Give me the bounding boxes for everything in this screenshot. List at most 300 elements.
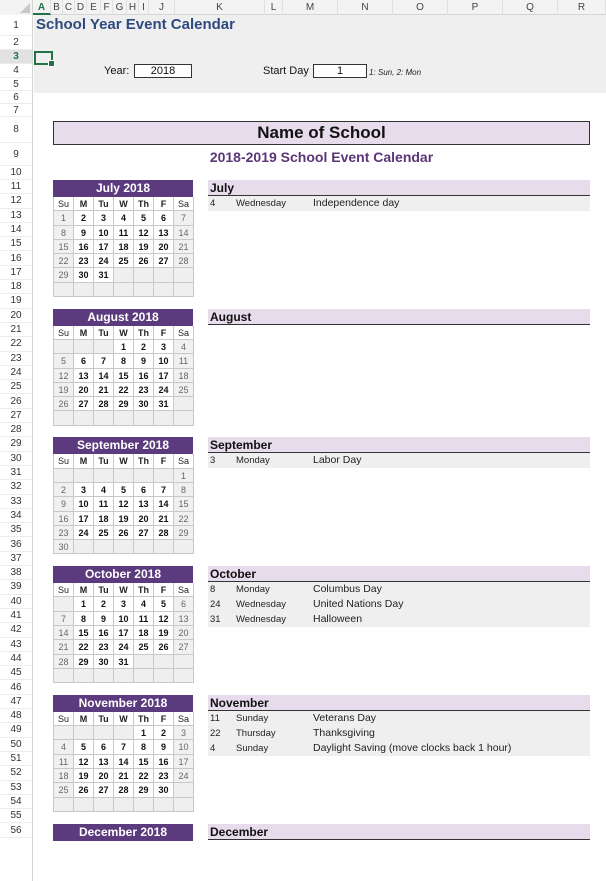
day-cell[interactable]: 27 xyxy=(94,783,114,797)
day-cell[interactable]: 5 xyxy=(114,483,134,497)
day-cell[interactable]: 26 xyxy=(54,397,74,411)
day-cell[interactable]: 1 xyxy=(174,469,194,483)
day-cell[interactable]: 21 xyxy=(174,240,194,254)
column-header-p[interactable]: P xyxy=(448,0,503,15)
day-cell[interactable]: 11 xyxy=(114,226,134,240)
empty-day-cell[interactable] xyxy=(94,669,114,683)
empty-day-cell[interactable] xyxy=(94,283,114,297)
empty-day-cell[interactable] xyxy=(74,411,94,425)
event-row[interactable] xyxy=(208,597,590,612)
empty-day-cell[interactable] xyxy=(174,411,194,425)
row-header-42[interactable]: 42 xyxy=(0,623,32,637)
empty-day-cell[interactable] xyxy=(114,469,134,483)
day-cell[interactable]: 23 xyxy=(154,769,174,783)
day-cell[interactable]: 20 xyxy=(134,512,154,526)
empty-day-cell[interactable] xyxy=(134,469,154,483)
day-cell[interactable]: 25 xyxy=(174,383,194,397)
row-header-41[interactable]: 41 xyxy=(0,609,32,623)
day-cell[interactable]: 2 xyxy=(54,483,74,497)
day-cell[interactable]: 4 xyxy=(94,483,114,497)
empty-day-cell[interactable] xyxy=(114,540,134,554)
day-cell[interactable]: 1 xyxy=(134,726,154,740)
day-cell[interactable]: 15 xyxy=(114,369,134,383)
empty-day-cell[interactable] xyxy=(74,540,94,554)
row-header-53[interactable]: 53 xyxy=(0,781,32,795)
day-cell[interactable]: 17 xyxy=(74,512,94,526)
column-header-g[interactable]: G xyxy=(113,0,127,15)
empty-day-cell[interactable] xyxy=(134,411,154,425)
column-header-o[interactable]: O xyxy=(393,0,448,15)
day-cell[interactable]: 30 xyxy=(134,397,154,411)
day-cell[interactable]: 24 xyxy=(114,640,134,654)
row-header-7[interactable]: 7 xyxy=(0,104,32,117)
row-header-44[interactable]: 44 xyxy=(0,652,32,666)
empty-day-cell[interactable] xyxy=(174,283,194,297)
day-cell[interactable]: 12 xyxy=(154,612,174,626)
day-cell[interactable]: 20 xyxy=(74,383,94,397)
row-header-12[interactable]: 12 xyxy=(0,194,32,208)
empty-day-cell[interactable] xyxy=(154,669,174,683)
row-header-54[interactable]: 54 xyxy=(0,795,32,809)
day-cell[interactable]: 3 xyxy=(114,597,134,611)
row-header-45[interactable]: 45 xyxy=(0,666,32,680)
day-cell[interactable]: 6 xyxy=(94,740,114,754)
day-cell[interactable]: 3 xyxy=(154,340,174,354)
day-cell[interactable]: 21 xyxy=(114,769,134,783)
day-cell[interactable]: 22 xyxy=(54,254,74,268)
row-header-17[interactable]: 17 xyxy=(0,266,32,280)
day-cell[interactable]: 10 xyxy=(174,740,194,754)
day-cell[interactable]: 17 xyxy=(154,369,174,383)
day-cell[interactable]: 17 xyxy=(94,240,114,254)
column-header-j[interactable]: J xyxy=(149,0,175,15)
weekday-header: M xyxy=(74,197,94,211)
day-cell[interactable]: 21 xyxy=(94,383,114,397)
event-row[interactable] xyxy=(208,711,590,726)
day-cell[interactable]: 15 xyxy=(74,626,94,640)
day-cell[interactable]: 6 xyxy=(154,211,174,225)
empty-day-cell[interactable] xyxy=(54,283,74,297)
column-header-b[interactable]: B xyxy=(51,0,63,15)
day-cell[interactable]: 10 xyxy=(154,354,174,368)
day-cell[interactable]: 30 xyxy=(54,540,74,554)
day-cell[interactable]: 15 xyxy=(54,240,74,254)
day-cell[interactable]: 4 xyxy=(114,211,134,225)
day-cell[interactable]: 11 xyxy=(94,497,114,511)
day-cell[interactable]: 28 xyxy=(94,397,114,411)
day-cell[interactable]: 23 xyxy=(94,640,114,654)
column-header-r[interactable]: R xyxy=(558,0,606,15)
row-header-32[interactable]: 32 xyxy=(0,480,32,494)
column-header-q[interactable]: Q xyxy=(503,0,558,15)
day-cell[interactable]: 5 xyxy=(54,354,74,368)
row-header-49[interactable]: 49 xyxy=(0,723,32,737)
day-cell[interactable]: 4 xyxy=(174,340,194,354)
day-cell[interactable]: 8 xyxy=(134,740,154,754)
row-header-9[interactable]: 9 xyxy=(0,143,32,166)
empty-day-cell[interactable] xyxy=(54,798,74,812)
day-cell[interactable]: 26 xyxy=(134,254,154,268)
day-cell[interactable]: 3 xyxy=(74,483,94,497)
row-header-28[interactable]: 28 xyxy=(0,423,32,437)
row-header-4[interactable]: 4 xyxy=(0,64,32,78)
day-cell[interactable]: 20 xyxy=(174,626,194,640)
school-name-banner[interactable]: Name of School xyxy=(53,121,590,145)
empty-day-cell[interactable] xyxy=(114,669,134,683)
day-cell[interactable]: 20 xyxy=(94,769,114,783)
row-header-8[interactable]: 8 xyxy=(0,117,32,143)
day-cell[interactable]: 3 xyxy=(174,726,194,740)
row-header-24[interactable]: 24 xyxy=(0,366,32,380)
empty-day-cell[interactable] xyxy=(154,540,174,554)
event-row[interactable] xyxy=(208,196,590,211)
row-header-2[interactable]: 2 xyxy=(0,36,32,50)
day-cell[interactable]: 24 xyxy=(94,254,114,268)
row-header-5[interactable]: 5 xyxy=(0,78,32,91)
row-header-26[interactable]: 26 xyxy=(0,395,32,409)
row-header-52[interactable]: 52 xyxy=(0,766,32,780)
day-cell[interactable]: 9 xyxy=(74,226,94,240)
empty-day-cell[interactable] xyxy=(54,469,74,483)
day-cell[interactable]: 16 xyxy=(54,512,74,526)
empty-day-cell[interactable] xyxy=(134,540,154,554)
day-cell[interactable]: 19 xyxy=(54,383,74,397)
day-cell[interactable]: 5 xyxy=(154,597,174,611)
day-cell[interactable]: 21 xyxy=(154,512,174,526)
row-header-6[interactable]: 6 xyxy=(0,91,32,104)
empty-day-cell[interactable] xyxy=(74,798,94,812)
row-header-10[interactable]: 10 xyxy=(0,166,32,180)
day-cell[interactable]: 7 xyxy=(114,740,134,754)
day-cell[interactable]: 10 xyxy=(114,612,134,626)
day-cell[interactable]: 15 xyxy=(134,755,154,769)
column-header-e[interactable]: E xyxy=(87,0,101,15)
day-cell[interactable]: 29 xyxy=(54,268,74,282)
row-header-55[interactable]: 55 xyxy=(0,809,32,823)
day-cell[interactable]: 25 xyxy=(114,254,134,268)
row-header-33[interactable]: 33 xyxy=(0,495,32,509)
empty-day-cell[interactable] xyxy=(114,726,134,740)
day-cell[interactable]: 28 xyxy=(114,783,134,797)
day-cell[interactable]: 6 xyxy=(174,597,194,611)
day-cell[interactable]: 11 xyxy=(174,354,194,368)
event-row[interactable] xyxy=(208,582,590,597)
column-header-l[interactable]: L xyxy=(265,0,283,15)
row-header-25[interactable]: 25 xyxy=(0,380,32,394)
empty-day-cell[interactable] xyxy=(174,655,194,669)
day-cell[interactable]: 19 xyxy=(114,512,134,526)
empty-day-cell[interactable] xyxy=(114,268,134,282)
column-header-f[interactable]: F xyxy=(101,0,113,15)
day-cell[interactable]: 23 xyxy=(54,526,74,540)
empty-day-cell[interactable] xyxy=(174,397,194,411)
day-cell[interactable]: 18 xyxy=(114,240,134,254)
row-header-22[interactable]: 22 xyxy=(0,337,32,351)
row-header-31[interactable]: 31 xyxy=(0,466,32,480)
row-header-16[interactable]: 16 xyxy=(0,252,32,266)
empty-day-cell[interactable] xyxy=(114,798,134,812)
day-cell[interactable]: 22 xyxy=(134,769,154,783)
column-header-n[interactable]: N xyxy=(338,0,393,15)
day-cell[interactable]: 18 xyxy=(134,626,154,640)
empty-day-cell[interactable] xyxy=(94,411,114,425)
day-cell[interactable]: 2 xyxy=(154,726,174,740)
day-cell[interactable]: 28 xyxy=(54,655,74,669)
row-header-21[interactable]: 21 xyxy=(0,323,32,337)
day-cell[interactable]: 14 xyxy=(154,497,174,511)
day-cell[interactable]: 8 xyxy=(114,354,134,368)
day-cell[interactable]: 9 xyxy=(134,354,154,368)
empty-day-cell[interactable] xyxy=(174,669,194,683)
day-cell[interactable]: 9 xyxy=(54,497,74,511)
day-cell[interactable]: 9 xyxy=(154,740,174,754)
day-cell[interactable]: 16 xyxy=(74,240,94,254)
empty-day-cell[interactable] xyxy=(54,726,74,740)
day-cell[interactable]: 5 xyxy=(74,740,94,754)
column-header-m[interactable]: M xyxy=(283,0,338,15)
event-row[interactable] xyxy=(208,453,590,468)
day-cell[interactable]: 7 xyxy=(154,483,174,497)
day-cell[interactable]: 9 xyxy=(94,612,114,626)
day-cell[interactable]: 30 xyxy=(74,268,94,282)
empty-day-cell[interactable] xyxy=(94,726,114,740)
column-header-c[interactable]: C xyxy=(63,0,75,15)
day-cell[interactable]: 13 xyxy=(134,497,154,511)
row-header-43[interactable]: 43 xyxy=(0,638,32,652)
empty-day-cell[interactable] xyxy=(74,726,94,740)
day-cell[interactable]: 31 xyxy=(94,268,114,282)
day-cell[interactable]: 23 xyxy=(74,254,94,268)
row-header-38[interactable]: 38 xyxy=(0,566,32,580)
row-header-27[interactable]: 27 xyxy=(0,409,32,423)
day-cell[interactable]: 29 xyxy=(174,526,194,540)
empty-day-cell[interactable] xyxy=(174,540,194,554)
day-cell[interactable]: 11 xyxy=(54,755,74,769)
day-cell[interactable]: 26 xyxy=(74,783,94,797)
day-cell[interactable]: 21 xyxy=(54,640,74,654)
day-cell[interactable]: 18 xyxy=(94,512,114,526)
empty-day-cell[interactable] xyxy=(114,411,134,425)
row-header-3[interactable]: 3 xyxy=(0,50,32,64)
day-cell[interactable]: 2 xyxy=(94,597,114,611)
column-header-k[interactable]: K xyxy=(175,0,265,15)
day-cell[interactable]: 26 xyxy=(154,640,174,654)
day-cell[interactable]: 31 xyxy=(114,655,134,669)
row-header-18[interactable]: 18 xyxy=(0,280,32,294)
row-header-30[interactable]: 30 xyxy=(0,452,32,466)
row-header-11[interactable]: 11 xyxy=(0,180,32,194)
day-cell[interactable]: 29 xyxy=(74,655,94,669)
day-cell[interactable]: 3 xyxy=(94,211,114,225)
row-header-15[interactable]: 15 xyxy=(0,237,32,251)
empty-day-cell[interactable] xyxy=(94,340,114,354)
row-header-48[interactable]: 48 xyxy=(0,709,32,723)
empty-day-cell[interactable] xyxy=(94,469,114,483)
empty-day-cell[interactable] xyxy=(74,669,94,683)
row-header-51[interactable]: 51 xyxy=(0,752,32,766)
empty-day-cell[interactable] xyxy=(134,268,154,282)
day-cell[interactable]: 4 xyxy=(54,740,74,754)
day-cell[interactable]: 13 xyxy=(74,369,94,383)
day-cell[interactable]: 14 xyxy=(94,369,114,383)
row-header-29[interactable]: 29 xyxy=(0,437,32,451)
day-cell[interactable]: 5 xyxy=(134,211,154,225)
row-header-37[interactable]: 37 xyxy=(0,552,32,566)
empty-day-cell[interactable] xyxy=(174,268,194,282)
row-header-23[interactable]: 23 xyxy=(0,352,32,366)
day-cell[interactable]: 12 xyxy=(134,226,154,240)
empty-day-cell[interactable] xyxy=(74,340,94,354)
column-header-h[interactable]: H xyxy=(127,0,139,15)
day-cell[interactable]: 8 xyxy=(174,483,194,497)
row-header-36[interactable]: 36 xyxy=(0,538,32,552)
day-cell[interactable]: 17 xyxy=(174,755,194,769)
day-cell[interactable]: 22 xyxy=(74,640,94,654)
event-row[interactable] xyxy=(208,741,590,756)
empty-day-cell[interactable] xyxy=(154,469,174,483)
day-cell[interactable]: 29 xyxy=(114,397,134,411)
row-header-56[interactable]: 56 xyxy=(0,824,32,838)
row-header-39[interactable]: 39 xyxy=(0,580,32,594)
day-cell[interactable]: 19 xyxy=(74,769,94,783)
year-input[interactable]: 2018 xyxy=(134,64,192,78)
day-cell[interactable]: 10 xyxy=(94,226,114,240)
start-day-input[interactable]: 1 xyxy=(313,64,367,78)
day-cell[interactable]: 25 xyxy=(134,640,154,654)
empty-day-cell[interactable] xyxy=(174,783,194,797)
empty-day-cell[interactable] xyxy=(154,283,174,297)
day-cell[interactable]: 12 xyxy=(114,497,134,511)
selected-cell-a3[interactable] xyxy=(34,51,53,65)
empty-day-cell[interactable] xyxy=(134,798,154,812)
day-cell[interactable]: 22 xyxy=(174,512,194,526)
day-cell[interactable]: 27 xyxy=(134,526,154,540)
day-cell[interactable]: 31 xyxy=(154,397,174,411)
row-header-35[interactable]: 35 xyxy=(0,523,32,537)
day-cell[interactable]: 12 xyxy=(74,755,94,769)
row-header-19[interactable]: 19 xyxy=(0,294,32,308)
row-header-47[interactable]: 47 xyxy=(0,695,32,709)
day-cell[interactable]: 29 xyxy=(134,783,154,797)
empty-day-cell[interactable] xyxy=(54,340,74,354)
row-header-40[interactable]: 40 xyxy=(0,595,32,609)
empty-day-cell[interactable] xyxy=(134,283,154,297)
day-cell[interactable]: 12 xyxy=(54,369,74,383)
day-cell[interactable]: 17 xyxy=(114,626,134,640)
day-cell[interactable]: 7 xyxy=(94,354,114,368)
day-cell[interactable]: 30 xyxy=(94,655,114,669)
day-cell[interactable]: 14 xyxy=(114,755,134,769)
row-header-14[interactable]: 14 xyxy=(0,223,32,237)
day-cell[interactable]: 14 xyxy=(174,226,194,240)
day-cell[interactable]: 13 xyxy=(174,612,194,626)
empty-day-cell[interactable] xyxy=(154,798,174,812)
empty-day-cell[interactable] xyxy=(114,283,134,297)
day-cell[interactable]: 25 xyxy=(94,526,114,540)
day-cell[interactable]: 28 xyxy=(174,254,194,268)
select-all-corner[interactable] xyxy=(0,0,33,15)
day-cell[interactable]: 24 xyxy=(174,769,194,783)
empty-day-cell[interactable] xyxy=(154,655,174,669)
day-cell[interactable]: 27 xyxy=(74,397,94,411)
empty-day-cell[interactable] xyxy=(154,268,174,282)
row-header-1[interactable]: 1 xyxy=(0,15,32,36)
day-cell[interactable]: 16 xyxy=(154,755,174,769)
day-cell[interactable]: 18 xyxy=(54,769,74,783)
empty-day-cell[interactable] xyxy=(134,669,154,683)
day-cell[interactable]: 16 xyxy=(134,369,154,383)
column-header-a[interactable]: A xyxy=(33,0,51,15)
day-cell[interactable]: 28 xyxy=(154,526,174,540)
row-header-50[interactable]: 50 xyxy=(0,738,32,752)
day-cell[interactable]: 8 xyxy=(54,226,74,240)
day-cell[interactable]: 23 xyxy=(134,383,154,397)
day-cell[interactable]: 6 xyxy=(134,483,154,497)
day-cell[interactable]: 24 xyxy=(154,383,174,397)
empty-day-cell[interactable] xyxy=(74,283,94,297)
day-cell[interactable]: 16 xyxy=(94,626,114,640)
day-cell[interactable]: 14 xyxy=(54,626,74,640)
row-header-34[interactable]: 34 xyxy=(0,509,32,523)
empty-day-cell[interactable] xyxy=(54,669,74,683)
row-header-20[interactable]: 20 xyxy=(0,309,32,323)
day-cell[interactable]: 6 xyxy=(74,354,94,368)
day-cell[interactable]: 18 xyxy=(174,369,194,383)
day-cell[interactable]: 19 xyxy=(154,626,174,640)
empty-day-cell[interactable] xyxy=(94,798,114,812)
day-cell[interactable]: 24 xyxy=(74,526,94,540)
day-cell[interactable]: 7 xyxy=(54,612,74,626)
day-cell[interactable]: 4 xyxy=(134,597,154,611)
event-row[interactable] xyxy=(208,726,590,741)
day-cell[interactable]: 27 xyxy=(154,254,174,268)
day-cell[interactable]: 7 xyxy=(174,211,194,225)
day-cell[interactable]: 26 xyxy=(114,526,134,540)
row-header-13[interactable]: 13 xyxy=(0,209,32,223)
mini-calendar-title: July 2018 xyxy=(53,180,193,197)
empty-day-cell[interactable] xyxy=(174,798,194,812)
empty-day-cell[interactable] xyxy=(134,655,154,669)
day-cell[interactable]: 20 xyxy=(154,240,174,254)
day-cell[interactable]: 2 xyxy=(74,211,94,225)
column-header-d[interactable]: D xyxy=(75,0,87,15)
day-cell[interactable]: 8 xyxy=(74,612,94,626)
day-cell[interactable]: 13 xyxy=(154,226,174,240)
empty-day-cell[interactable] xyxy=(54,597,74,611)
day-cell[interactable]: 15 xyxy=(174,497,194,511)
empty-day-cell[interactable] xyxy=(94,540,114,554)
empty-day-cell[interactable] xyxy=(154,411,174,425)
day-cell[interactable]: 1 xyxy=(114,340,134,354)
day-cell[interactable]: 1 xyxy=(74,597,94,611)
day-cell[interactable]: 1 xyxy=(54,211,74,225)
day-cell[interactable]: 2 xyxy=(134,340,154,354)
day-cell[interactable]: 27 xyxy=(174,640,194,654)
empty-day-cell[interactable] xyxy=(74,469,94,483)
day-cell[interactable]: 13 xyxy=(94,755,114,769)
day-cell[interactable]: 11 xyxy=(134,612,154,626)
weekday-header: Tu xyxy=(94,712,114,726)
column-header-i[interactable]: I xyxy=(139,0,149,15)
row-header-46[interactable]: 46 xyxy=(0,681,32,695)
day-cell[interactable]: 19 xyxy=(134,240,154,254)
event-row[interactable] xyxy=(208,612,590,627)
day-cell[interactable]: 22 xyxy=(114,383,134,397)
day-cell[interactable]: 10 xyxy=(74,497,94,511)
day-cell[interactable]: 25 xyxy=(54,783,74,797)
day-cell[interactable]: 30 xyxy=(154,783,174,797)
empty-day-cell[interactable] xyxy=(54,411,74,425)
